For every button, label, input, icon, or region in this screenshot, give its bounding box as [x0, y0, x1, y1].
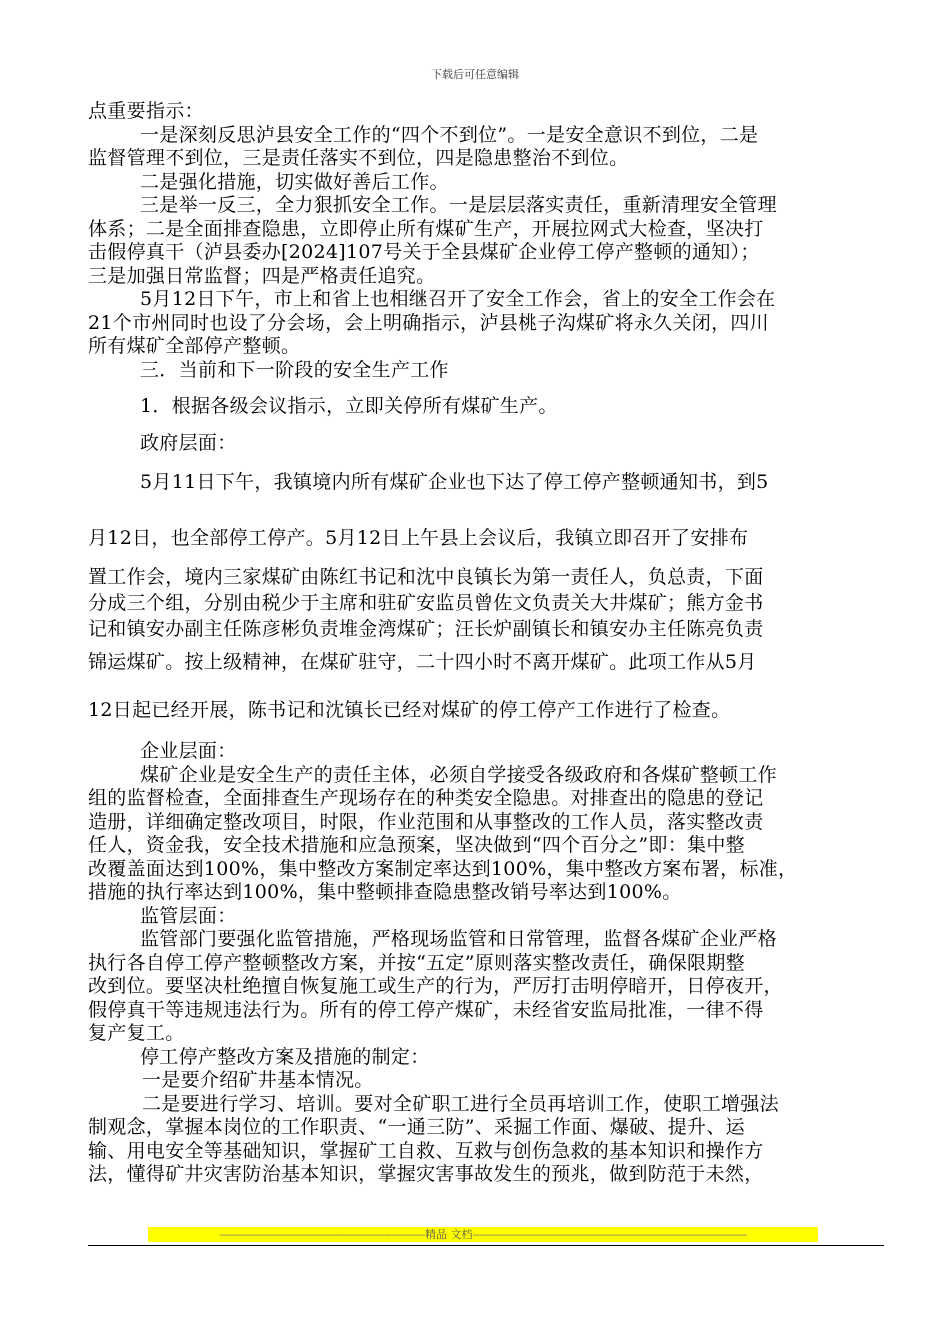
paragraph-line: 二是要进行学习、培训。要对全矿职工进行全员再培训工作，使职工增强法: [142, 1092, 779, 1115]
paragraph-line: 所有煤矿全部停产整顿。: [88, 335, 301, 357]
paragraph-line: 一是深刻反思泸县安全工作的“四个不到位”。一是安全意识不到位，二是: [140, 123, 759, 146]
paragraph-line: 措施的执行率达到100%，集中整顿排查隐患整改销号率达到100%。: [88, 881, 682, 903]
paragraph-line: 三是加强日常监督；四是严格责任追究。: [88, 264, 436, 287]
paragraph-line: 法，懂得矿井灾害防治基本知识，掌握灾害事故发生的预兆，做到防范于未然，: [88, 1163, 764, 1185]
footer-banner: [148, 1227, 818, 1242]
paragraph-line: 二是强化措施，切实做好善后工作。: [140, 170, 449, 193]
paragraph-line: 改覆盖面达到100%，集中整改方案制定率达到100%，集中整改方案布署，标准，: [88, 857, 798, 880]
subsection-heading: 1．根据各级会议指示，立即关停所有煤矿生产。: [140, 395, 558, 417]
paragraph-line: 击假停真干（泸县委办[2024]107号关于全县煤矿企业停工停产整顿的通知）；: [88, 241, 760, 263]
paragraph-line: 21个市州同时也设了分会场，会上明确指示，泸县桃子沟煤矿将永久关闭，四川: [88, 311, 769, 334]
paragraph-line: 组的监督检查，全面排查生产现场存在的种类安全隐患。对排查出的隐患的登记: [88, 787, 764, 809]
paragraph-line: 置工作会，境内三家煤矿由陈红书记和沈中良镇长为第一责任人，负总责，下面: [88, 566, 764, 588]
paragraph-line: 制观念，掌握本岗位的工作职责、“一通三防”、采掘工作面、爆破、提升、运: [88, 1116, 745, 1138]
paragraph-line: 12日起已经开展，陈书记和沈镇长已经对煤矿的停工停产工作进行了检查。: [88, 699, 731, 721]
paragraph-line: 月12日，也全部停工停产。5月12日上午县上会议后，我镇立即召开了安排布: [88, 527, 749, 549]
paragraph-line: 造册，详细确定整改项目，时限，作业范围和从事整改的工作人员，落实整改责: [88, 810, 764, 833]
paragraph-line: 改到位。要坚决杜绝擅自恢复施工或生产的行为，严厉打击明停暗开，日停夜开，: [88, 975, 783, 997]
footer-label: 精品 文档: [424, 1228, 473, 1241]
paragraph-line: 监督管理不到位，三是责任落实不到位，四是隐患整治不到位。: [88, 147, 629, 169]
paragraph-line: 复产复工。: [88, 1022, 185, 1044]
section-heading: 三．当前和下一阶段的安全生产工作: [140, 358, 449, 381]
paragraph-line: 锦运煤矿。按上级精神，在煤矿驻守，二十四小时不离开煤矿。此项工作从5月: [88, 651, 757, 673]
page-header: 下载后可任意编辑: [431, 68, 519, 81]
paragraph-line: 一是要介绍矿井基本情况。: [142, 1069, 374, 1091]
paragraph-line: 5月11日下午，我镇境内所有煤矿企业也下达了停工停产整顿通知书，到5: [140, 471, 769, 493]
paragraph-line: 假停真干等违规违法行为。所有的停工停产煤矿，未经省安监局批准，一律不得: [88, 998, 764, 1021]
footer-dashes-left: ------------------------------------------------------------------: [219, 1228, 425, 1241]
paragraph-line: 体系；二是全面排查隐患，立即停止所有煤矿生产，开展拉网式大检查，坚决打: [88, 217, 764, 240]
subsection-heading: 停工停产整改方案及措施的制定：: [140, 1045, 430, 1068]
subsection-heading: 企业层面：: [140, 740, 237, 762]
footer-rule: [88, 1245, 884, 1246]
paragraph-line: 监管部门要强化监管措施，严格现场监管和日常管理，监督各煤矿企业严格: [140, 928, 777, 950]
paragraph-line: 5月12日下午，市上和省上也相继召开了安全工作会，省上的安全工作会在: [140, 288, 776, 310]
document-body: [88, 100, 884, 1187]
paragraph-line: 点重要指示：: [88, 100, 204, 122]
paragraph-line: 任人，资金我，安全技术措施和应急预案，坚决做到“四个百分之”即：集中整: [88, 834, 745, 856]
paragraph-line: 记和镇安办副主任陈彦彬负责堆金湾煤矿；汪长炉副镇长和镇安办主任陈亮负责: [88, 618, 764, 640]
footer-dashes-right: ----------------------------------------------------------------------------------------: [472, 1228, 747, 1241]
paragraph-line: 煤矿企业是安全生产的责任主体，必须自学接受各级政府和各煤矿整顿工作: [140, 763, 777, 786]
paragraph-line: 分成三个组，分别由税少于主席和驻矿安监员曾佐文负责关大井煤矿；熊方金书: [88, 592, 764, 614]
subsection-heading: 监管层面：: [140, 904, 237, 927]
paragraph-line: 输、用电安全等基础知识，掌握矿工自救、互救与创伤急救的基本知识和操作方: [88, 1139, 764, 1162]
paragraph-line: 三是举一反三，全力狠抓安全工作。一是层层落实责任，重新清理安全管理: [140, 194, 777, 216]
paragraph-line: 执行各自停工停产整顿整改方案，并按“五定”原则落实整改责任，确保限期整: [88, 951, 745, 974]
subsection-heading: 政府层面：: [140, 432, 237, 454]
